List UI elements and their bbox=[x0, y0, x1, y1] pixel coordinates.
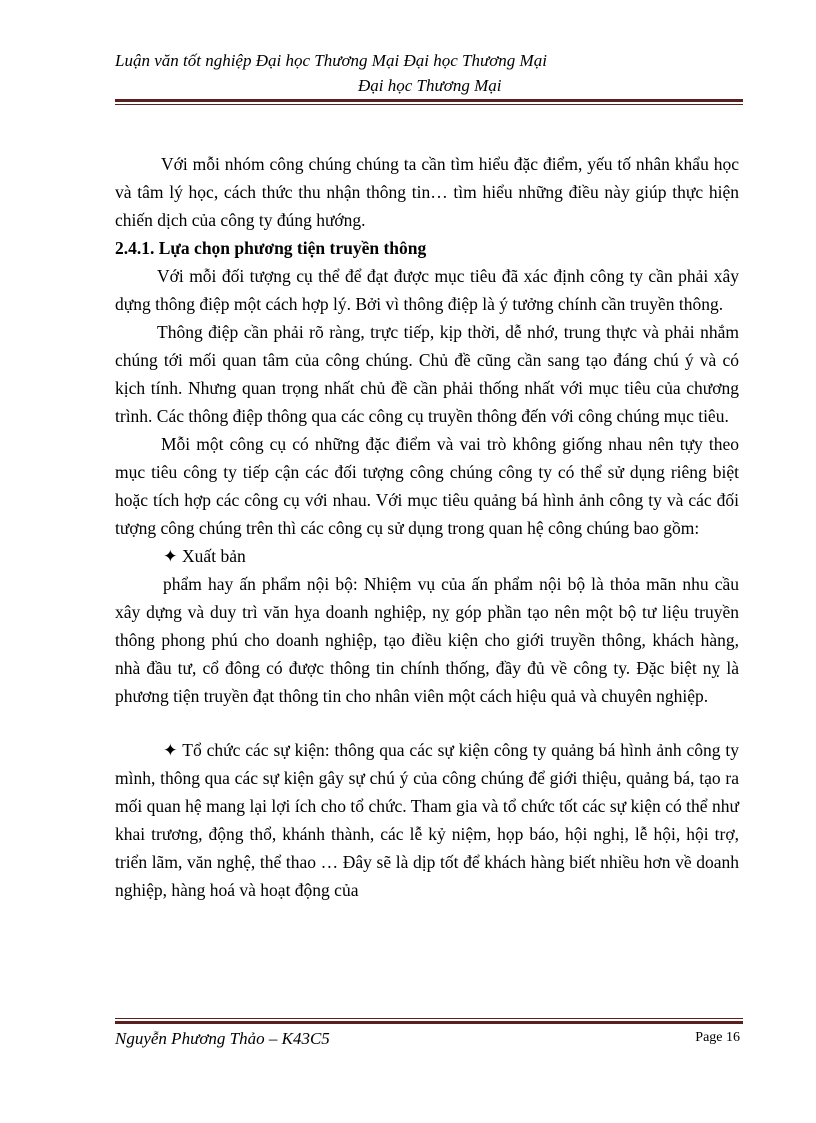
bullet-2-paragraph bbox=[115, 736, 739, 904]
footer-rule-thin bbox=[115, 1018, 743, 1019]
paragraph-gap bbox=[115, 710, 739, 736]
bullet-1-label: Xuất bản bbox=[182, 546, 246, 566]
page-number: Page 16 bbox=[695, 1030, 740, 1045]
footer-rule-thick bbox=[115, 1021, 743, 1024]
bullet-2-text: Tổ chức các sự kiện: thông qua các sự kiện công ty quảng bá hình ảnh công ty mình, thông qua các sự kiện gây sự chú ý của công chúng để giới thiệu, quảng bá, tạo ra mối quan hệ mang lại lợi ích cho tổ chức. Tham gia và tổ chức tốt các sự kiện có thể như khai trương, động thổ, khánh thành, các lễ kỷ niệm, họp báo, hội nghị, lễ hội, hội trợ, triển lãm, văn nghệ, thể thao … Đây sẽ là dịp tốt để khách hàng biết nhiều hơn về doanh nghiệp, hàng hoá và hoạt động của bbox=[115, 740, 739, 900]
paragraph-2: Với mỗi đối tượng cụ thể để đạt được mục tiêu đã xác định công ty cần phải xây dựng thông điệp một cách hợp lý. Bởi vì thông điệp là ý tưởng chính cần truyền thông. bbox=[115, 266, 739, 314]
bullet-star-icon: ✦ bbox=[163, 546, 178, 566]
header-rule-thick bbox=[115, 99, 743, 102]
document-body bbox=[115, 150, 739, 904]
paragraph-3: Thông điệp cần phải rõ ràng, trực tiếp, kịp thời, dễ nhớ, trung thực và phải nhắm chúng tới mối quan tâm của công chúng. Chủ đề cũng cần sang tạo đáng chú ý và có kịch tính. Nhưng quan trọng nhất chủ đề cần phải thống nhất với mục tiêu của chương trình. Các thông điệp thông qua các công cụ truyền thông đến với công chúng mục tiêu. bbox=[115, 322, 739, 426]
bullet-1-text: phẩm hay ấn phẩm nội bộ: Nhiệm vụ của ấn phẩm nội bộ là thỏa mãn nhu cầu xây dựng và duy trì văn hỵa doanh nghiệp, nỵ góp phần tạo nên một bộ tư liệu truyền thông phong phú cho doanh nghiệp, tạo điều kiện cho giới truyền thông, khách hàng, nhà đầu tư, cổ đông có được thông tin chính thống, đầy đủ về công ty. Đặc biệt nỵ là phương tiện truyền đạt thông tin cho nhân viên một cách hiệu quả và chuyên nghiệp. bbox=[115, 574, 739, 706]
header-title-line-1: Luận văn tốt nghiệp Đại học Thương Mại Đại học Thương Mại bbox=[115, 51, 547, 70]
paragraph-1: Với mỗi nhóm công chúng chúng ta cần tìm hiểu đặc điểm, yếu tố nhân khẩu học và tâm lý học, cách thức thu nhận thông tin… tìm hiểu những điều này giúp thực hiện chiến dịch của công ty đúng hướng. bbox=[115, 154, 739, 230]
section-heading: 2.4.1. Lựa chọn phương tiện truyền thông bbox=[115, 238, 427, 258]
header-rule-thin bbox=[115, 104, 743, 105]
page-header bbox=[115, 48, 743, 98]
footer-author: Nguyễn Phương Thảo – K43C5 bbox=[115, 1029, 330, 1048]
bullet-1-heading bbox=[115, 542, 739, 570]
paragraph-4: Mỗi một công cụ có những đặc điểm và vai trò không giống nhau nên tựy theo mục tiêu công ty tiếp cận các đối tượng công chúng công ty có thể sử dụng riêng biệt hoặc tích hợp các công cụ với nhau. Với mục tiêu quảng bá hình ảnh công ty và các đối tượng công chúng trên thì các công cụ sử dụng trong quan hệ công chúng bao gồm: bbox=[115, 434, 739, 538]
header-title-line-2: Đại học Thương Mại bbox=[358, 76, 502, 95]
bullet-star-icon: ✦ bbox=[163, 740, 178, 760]
